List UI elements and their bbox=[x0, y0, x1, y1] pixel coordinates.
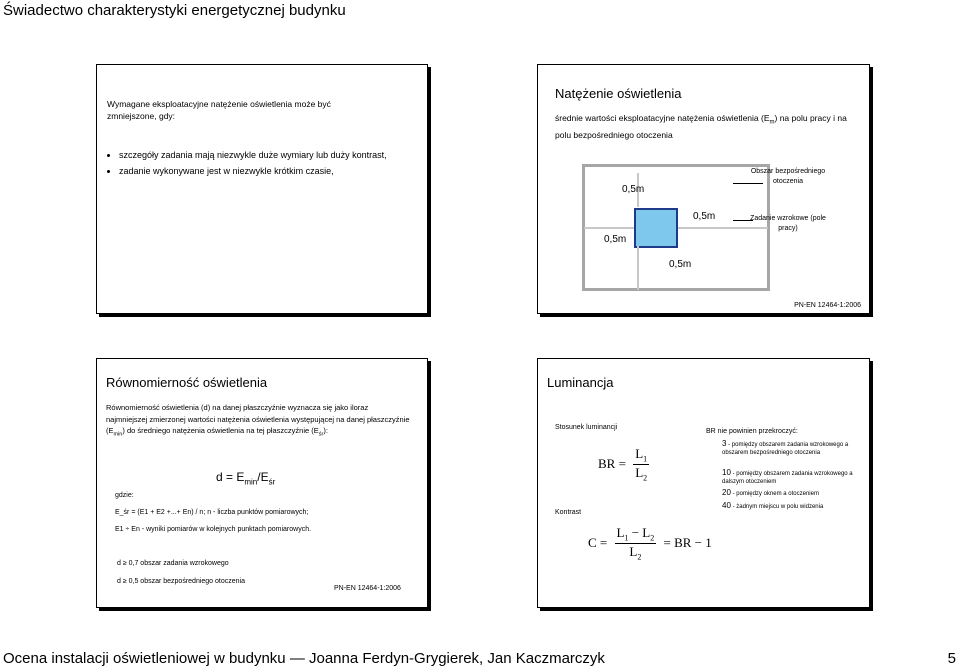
slide-luminance bbox=[537, 358, 870, 608]
list-item: • szczegóły zadania mają niezwykle duże wymiary lub duży kontrast, bbox=[119, 149, 421, 161]
slide2-description: średnie wartości eksploatacyjne natężenia oświetlenia $(E_m)$ na polu pracy i na polu bezpośredniego otoczenia bbox=[555, 113, 847, 140]
slide-title: Natężenie oświetlenia bbox=[555, 86, 682, 101]
condition-task: d ≥ 0,7 obszar zadania wzrokowego bbox=[117, 560, 229, 567]
source-citation: PN-EN 12464-1:2006 bbox=[794, 302, 861, 309]
page-footer: Ocena instalacji oświetleniowej w budynku — Joanna Ferdyn-Grygierek, Jan Kaczmarczyk bbox=[3, 650, 605, 667]
list-item: • zadanie wykonywane jest w niezwykle krótkim czasie, bbox=[119, 165, 421, 177]
slide1-intro: Wymagane eksploatacyjne natężenie oświetlenia może być zmniejszone, gdy: bbox=[107, 99, 331, 121]
dim-left: 0,5m bbox=[604, 234, 627, 245]
condition-surround: d ≥ 0,5 obszar bezpośredniego otoczenia bbox=[117, 578, 245, 585]
slide-illuminance bbox=[537, 64, 870, 314]
br-limit-item: 20 - pomiędzy oknem a otoczeniem bbox=[722, 488, 819, 497]
label-surround: Obszar bezpośredniego otoczenia bbox=[750, 168, 826, 185]
def-mean: E_śr = (E1 + E2 +...+ En) / n; n - liczba punktów pomiarowych; bbox=[115, 509, 309, 516]
slide-title: Luminancja bbox=[547, 375, 614, 390]
contrast-formula: C = $\frac{L_1 - L_2}{L_2}$ = BR − 1 bbox=[588, 525, 712, 562]
dim-line-left bbox=[584, 227, 634, 229]
br-limits-title: BR nie powinien przekroczyć: bbox=[706, 428, 798, 435]
br-limit-item: 3 - pomiędzy obszarem zadania wzrokowego a obszarem bezpośredniego otoczenia bbox=[722, 439, 849, 456]
slide-uniformity bbox=[96, 358, 428, 608]
page-header: Świadectwo charakterystyki energetycznej budynku bbox=[3, 2, 346, 19]
dim-line-bottom bbox=[637, 246, 639, 290]
dim-top: 0,5m bbox=[622, 184, 645, 195]
gdzie-label: gdzie: bbox=[115, 492, 134, 499]
dim-right: 0,5m bbox=[693, 211, 716, 222]
uniformity-formula: $d = E_{min}/E_{śr}$ bbox=[216, 470, 276, 487]
label-luminance-ratio: Stosunek luminancji bbox=[555, 424, 618, 431]
label-contrast: Kontrast bbox=[555, 509, 582, 516]
dim-bottom: 0,5m bbox=[669, 259, 692, 270]
label-task: Zadanie wzrokowe (pole pracy) bbox=[750, 215, 826, 232]
slide1-bullets bbox=[101, 149, 421, 181]
page-number: 5 bbox=[947, 650, 956, 667]
source-citation: PN-EN 12464-1:2006 bbox=[334, 585, 401, 592]
slide3-definition: Równomierność oświetlenia (d) na danej płaszczyźnie wyznacza się jako iloraz najmniejszej zmierzonej wartości natężenia oświetlenia występującej na danej płaszczyźnie $(E_{min})$ do średniego natężenia oświetlenia na tej płaszczyźnie $(E_{śr})$: bbox=[106, 403, 410, 438]
br-limit-item: 40 - żadnym miejscu w polu widzenia bbox=[722, 501, 824, 510]
br-limit-item: 10 - pomiędzy obszarem zadania wzrokowego a dalszym otoczeniem bbox=[722, 468, 853, 485]
slide-reduced-illuminance bbox=[96, 64, 428, 314]
task-area bbox=[634, 208, 678, 248]
br-formula: BR = $\frac{L_1}{L_2}$ bbox=[598, 446, 648, 483]
slide-title: Równomierność oświetlenia bbox=[106, 375, 268, 390]
def-range: E1 ÷ En - wyniki pomiarów w kolejnych punktach pomiarowych. bbox=[115, 526, 312, 533]
